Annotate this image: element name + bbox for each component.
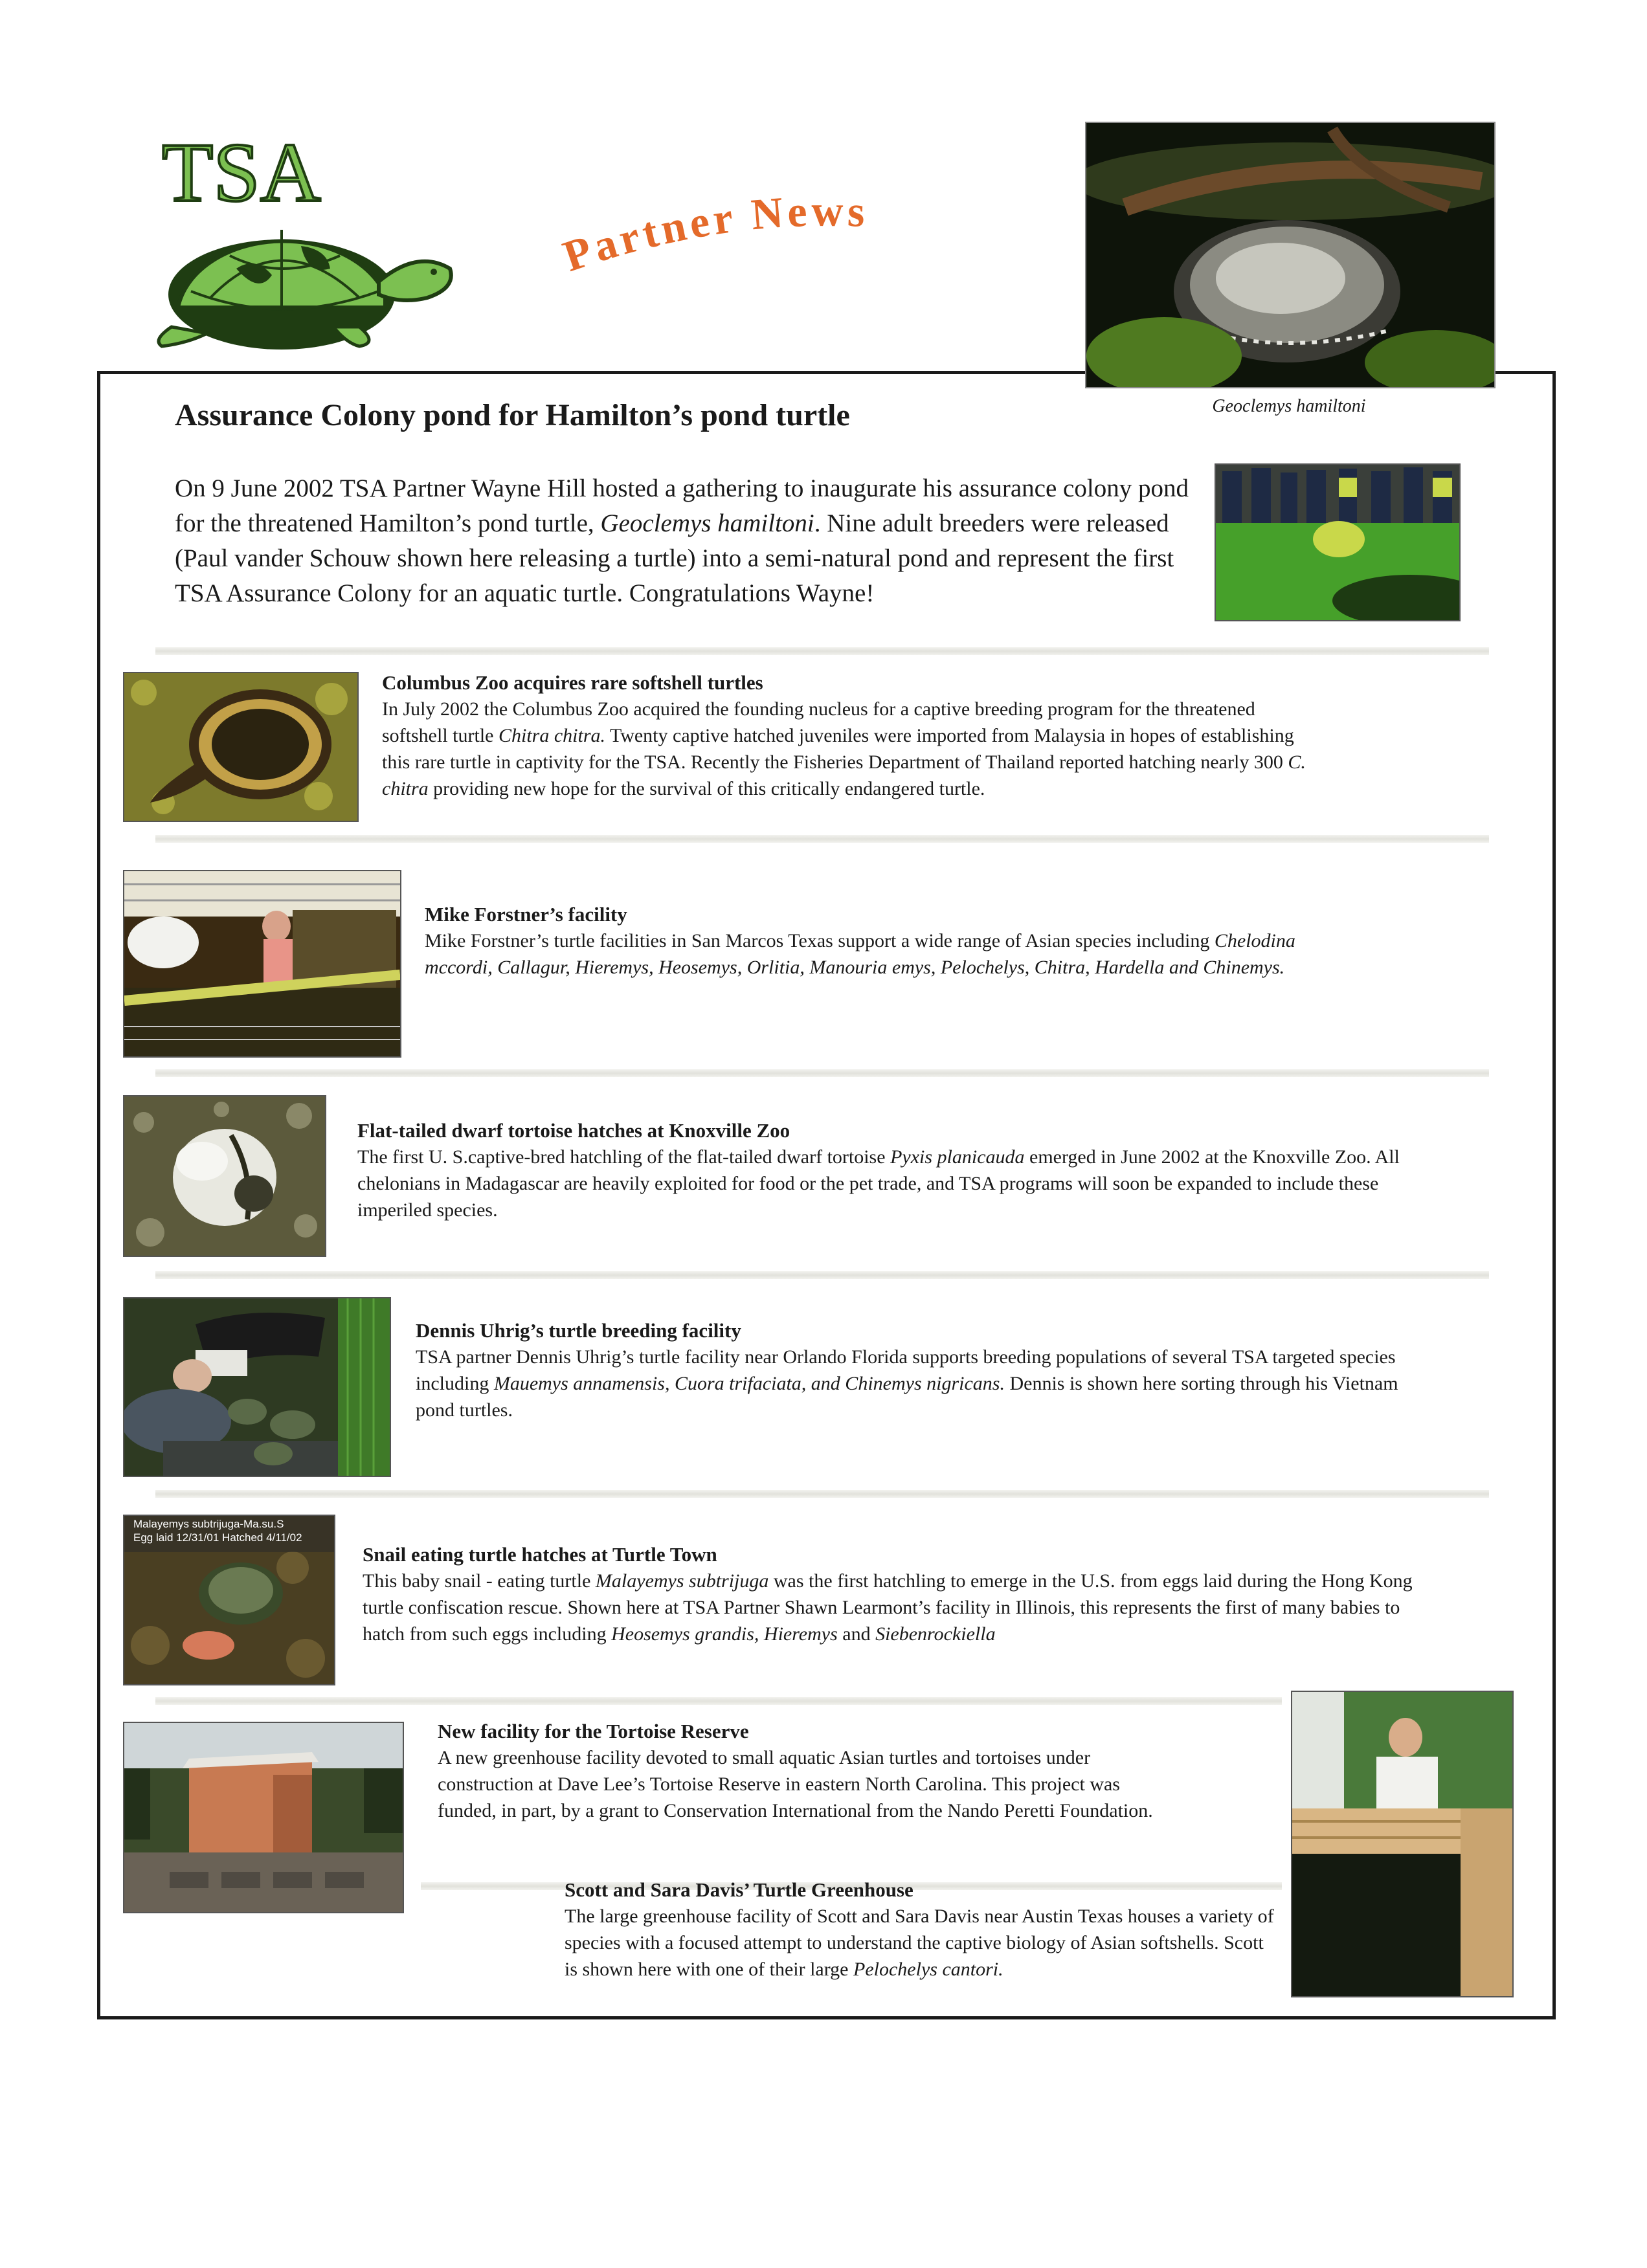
columbus-text-3: providing new hope for the survival of this critically endangered turtle. — [433, 778, 985, 799]
main-body-species: Geoclemys hamiltoni — [600, 509, 814, 537]
davis-text-1: The large greenhouse facility of Scott and Sara Davis near Austin Texas houses a variety of species with a focused attempt to understand the captive biology of Asian softshells. Scott is shown here with one of their large — [565, 1906, 1274, 1980]
article-snail — [363, 1542, 1424, 1647]
photo-pond-release — [1215, 463, 1461, 621]
davis-species-1: Pelochelys cantori. — [853, 1959, 1003, 1980]
snail-text-3: and — [842, 1623, 871, 1645]
snail-title: Snail eating turtle hatches at Turtle Town — [363, 1543, 717, 1566]
separator — [155, 835, 1489, 843]
separator — [155, 1069, 1489, 1077]
separator — [155, 647, 1489, 655]
forstner-species-1: Chelodina mccordi, Callagur, Hieremys, Heosemys, Orlitia, Manouria emys, Pelochelys, Chitra, Hardella and Chinemys. — [425, 930, 1295, 978]
frame-top-right — [1496, 371, 1552, 374]
photo-tortoise-hatchling — [123, 1095, 326, 1257]
separator — [155, 1271, 1489, 1279]
frame-top-left — [97, 371, 1085, 374]
forstner-title: Mike Forstner’s facility — [425, 903, 627, 926]
article-davis — [565, 1877, 1277, 1983]
reserve-body — [438, 1744, 1169, 1824]
uhrig-body — [416, 1344, 1413, 1423]
section-title-text: Partner News — [557, 194, 870, 281]
davis-body — [565, 1903, 1277, 1983]
reserve-title: New facility for the Tortoise Reserve — [438, 1720, 749, 1742]
snail-text-2: was the first hatchling to emerge in the U.S. from eggs laid during the Hong Kong turtle confiscation rescue. Shown here at TSA Partner Shawn Learmont’s facility in Illinois, this represents the first of many babies to hatch from such eggs including — [363, 1570, 1413, 1645]
separator — [155, 1490, 1489, 1498]
forstner-text-1: Mike Forstner’s turtle facilities in San Marcos Texas support a wide range of Asian species including — [425, 930, 1210, 951]
snail-species-2: Heosemys grandis, Hieremys — [611, 1623, 838, 1645]
photo-tortoise-reserve — [123, 1722, 404, 1913]
columbus-title: Columbus Zoo acquires rare softshell turtles — [382, 671, 763, 694]
main-article-title: Assurance Colony pond for Hamilton’s pond turtle — [175, 398, 850, 432]
article-reserve — [438, 1718, 1169, 1824]
columbus-text-1: In July 2002 the Columbus Zoo acquired the founding nucleus for a captive breeding program for the threatened softshell turtle — [382, 698, 1255, 746]
article-uhrig — [416, 1318, 1413, 1423]
knoxville-title: Flat-tailed dwarf tortoise hatches at Knoxville Zoo — [357, 1119, 790, 1142]
tsa-logo — [139, 133, 463, 353]
photo-caption: Geoclemys hamiltoni — [1212, 396, 1366, 416]
photo-uhrig-facility — [123, 1297, 391, 1477]
main-body-part1: On 9 June 2002 TSA Partner Wayne Hill hosted a gathering to inaugurate his assurance colony pond for the threatened Hamilton’s pond turtle, — [175, 474, 1189, 537]
snail-photo-label-1: Malayemys subtrijuga-Ma.su.S — [133, 1518, 284, 1530]
uhrig-text-2: Dennis is shown here sorting through his Vietnam pond turtles. — [416, 1373, 1398, 1421]
logo-text: TSA — [162, 133, 321, 219]
columbus-text-2: Twenty captive hatched juveniles were imported from Malaysia in hopes of establishing this rare turtle in captivity for the TSA. Recently the Fisheries Department of Thailand reported hatching nearly 300 — [382, 725, 1294, 773]
uhrig-title: Dennis Uhrig’s turtle breeding facility — [416, 1319, 741, 1342]
forstner-body — [425, 928, 1305, 981]
knoxville-text-1: The first U. S.captive-bred hatchling of the flat-tailed dwarf tortoise — [357, 1146, 886, 1168]
main-body-part2: . Nine adult breeders were released (Paul vander Schouw shown here releasing a turtle) into a semi-natural pond and represent the first TSA Assurance Colony for an aquatic turtle. Congratulations Wayne! — [175, 509, 1174, 607]
photo-softshell-turtle — [123, 672, 359, 822]
uhrig-text-1: TSA partner Dennis Uhrig’s turtle facility near Orlando Florida supports breeding populations of several TSA targeted species including — [416, 1346, 1396, 1394]
separator — [155, 1697, 1282, 1705]
columbus-body — [382, 696, 1314, 802]
article-forstner — [425, 902, 1305, 981]
snail-photo-label-2: Egg laid 12/31/01 Hatched 4/11/02 — [133, 1531, 302, 1544]
photo-davis-greenhouse — [1291, 1691, 1514, 1997]
knoxville-body — [357, 1144, 1406, 1223]
snail-text-1: This baby snail - eating turtle — [363, 1570, 591, 1592]
article-columbus — [382, 670, 1314, 802]
photo-forstner-facility — [123, 870, 401, 1058]
reserve-text-1: A new greenhouse facility devoted to small aquatic Asian turtles and tortoises under construction at Dave Lee’s Tortoise Reserve in eastern North Carolina. This project was funded, in part, by a grant to Conservation International from the Nando Peretti Foundation. — [438, 1747, 1153, 1821]
svg-text:Partner News — [557, 194, 869, 281]
uhrig-species-1: Mauemys annamensis, Cuora trifaciata, and Chinemys nigricans. — [493, 1373, 1005, 1394]
main-article-body — [175, 471, 1198, 611]
knoxville-species-1: Pyxis planicauda — [890, 1146, 1025, 1168]
columbus-species-1: Chitra chitra. — [498, 725, 605, 746]
davis-title: Scott and Sara Davis’ Turtle Greenhouse — [565, 1878, 913, 1901]
snail-species-3: Siebenrockiella — [875, 1623, 996, 1645]
knoxville-text-2: emerged in June 2002 at the Knoxville Zoo. All chelonians in Madagascar are heavily exploited for food or the pet trade, and TSA programs will soon be expanded to include these imperiled species. — [357, 1146, 1400, 1221]
columbus-species-2: C. chitra — [382, 751, 1306, 799]
photo-geoclemys-hamiltoni — [1085, 122, 1496, 388]
snail-body — [363, 1568, 1424, 1647]
article-knoxville — [357, 1118, 1406, 1223]
section-title — [557, 194, 945, 285]
snail-species-1: Malayemys subtrijuga — [595, 1570, 769, 1592]
